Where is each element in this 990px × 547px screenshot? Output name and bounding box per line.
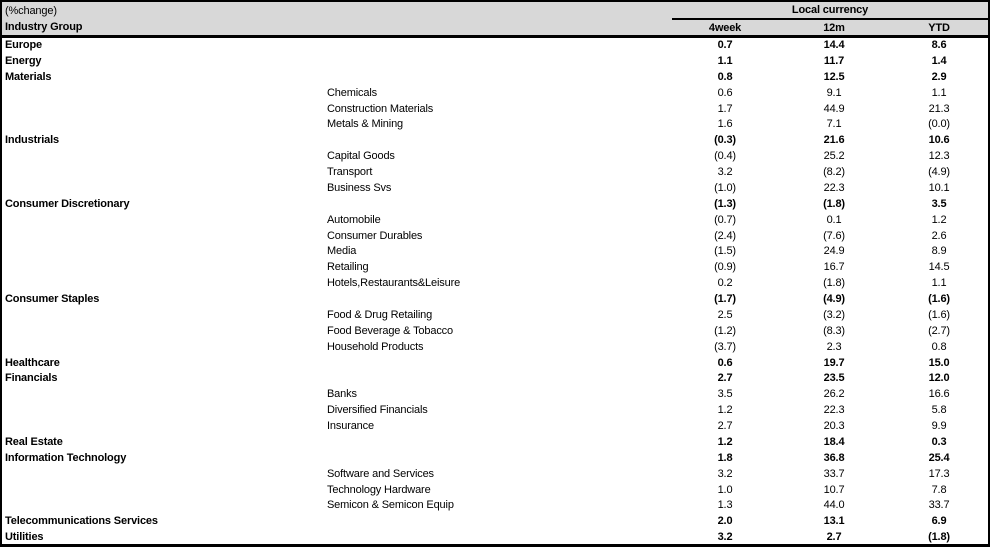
sub-industry-cell: Business Svs xyxy=(327,181,392,194)
value-4week: (3.7) xyxy=(714,340,736,353)
table-row xyxy=(2,102,988,118)
table-header xyxy=(2,2,988,37)
value-4week: (0.7) xyxy=(714,213,736,226)
industry-group-cell: Financials xyxy=(5,372,58,385)
sub-industry-cell: Diversified Financials xyxy=(327,404,428,417)
industry-group-cell: Consumer Discretionary xyxy=(5,197,130,210)
value-4week: (1.0) xyxy=(714,181,736,194)
value-12m: 33.7 xyxy=(823,467,845,480)
value-ytd: 10.1 xyxy=(928,181,950,194)
value-4week: 2.7 xyxy=(717,420,733,432)
value-ytd: 1.2 xyxy=(931,213,947,226)
table-row xyxy=(2,181,988,197)
table-row xyxy=(2,229,988,245)
table-row xyxy=(2,324,988,340)
value-ytd: 7.8 xyxy=(931,483,947,496)
value-4week: 1.0 xyxy=(717,483,733,496)
table-row xyxy=(2,70,988,86)
table-row xyxy=(2,244,988,260)
value-ytd: (2.7) xyxy=(928,324,950,337)
table-row xyxy=(2,530,988,546)
sub-industry-cell: Banks xyxy=(327,388,357,401)
table-row xyxy=(2,387,988,403)
table-row xyxy=(2,483,988,499)
sub-industry-cell: Capital Goods xyxy=(327,150,395,163)
sub-industry-cell xyxy=(324,371,672,387)
industry-group-cell xyxy=(2,165,324,181)
value-4week: 0.6 xyxy=(717,356,733,369)
industry-group-cell xyxy=(2,419,324,435)
value-4week: 1.7 xyxy=(717,102,733,115)
sub-industry-cell: Retailing xyxy=(327,261,369,274)
sub-industry-cell: Semicon & Semicon Equip xyxy=(327,499,454,512)
value-ytd: (1.8) xyxy=(928,531,950,544)
value-12m: 11.7 xyxy=(823,54,845,67)
value-4week: 0.8 xyxy=(717,70,733,83)
sub-industry-cell xyxy=(324,435,672,451)
industry-group-cell xyxy=(2,308,324,324)
value-12m: 12.5 xyxy=(823,70,845,83)
industry-group-cell: Industrials xyxy=(5,134,59,147)
table-row xyxy=(2,356,988,372)
value-12m: 36.8 xyxy=(823,451,845,464)
value-12m: 44.9 xyxy=(823,102,845,115)
sub-industry-cell xyxy=(324,514,672,530)
value-4week: 1.6 xyxy=(717,118,733,131)
table-row xyxy=(2,117,988,133)
value-12m: 22.3 xyxy=(823,181,845,194)
column-header-4week: 4week xyxy=(672,19,778,37)
value-12m: (8.3) xyxy=(823,324,845,337)
value-ytd: 1.4 xyxy=(931,54,947,67)
industry-group-cell: Telecommunications Services xyxy=(5,515,158,528)
industry-group-cell xyxy=(2,117,324,133)
industry-group-cell: Information Technology xyxy=(5,451,127,464)
value-4week: 1.8 xyxy=(717,451,733,464)
header-row-columns xyxy=(2,19,988,37)
industry-group-cell xyxy=(2,213,324,229)
table-row xyxy=(2,54,988,70)
value-12m: 26.2 xyxy=(823,388,845,401)
value-4week: (1.7) xyxy=(714,293,736,305)
sub-industry-cell xyxy=(324,292,672,308)
value-4week: (1.5) xyxy=(714,245,736,258)
sub-industry-cell xyxy=(324,133,672,149)
value-4week: (0.4) xyxy=(714,150,736,163)
value-4week: 1.3 xyxy=(717,499,733,512)
value-4week: 2.0 xyxy=(717,515,733,528)
table-row xyxy=(2,260,988,276)
industry-group-cell: Energy xyxy=(5,54,42,67)
value-4week: 3.2 xyxy=(717,467,733,480)
table-row xyxy=(2,276,988,292)
value-ytd: (0.0) xyxy=(928,118,950,131)
sub-industry-cell xyxy=(324,356,672,372)
industry-group-cell xyxy=(2,276,324,292)
industry-group-cell: Materials xyxy=(5,70,52,83)
header-row-top xyxy=(2,2,988,19)
table-row xyxy=(2,498,988,514)
value-4week: (0.3) xyxy=(714,134,736,147)
value-ytd: 15.0 xyxy=(928,356,950,369)
value-4week: 0.7 xyxy=(717,39,733,51)
value-12m: (8.2) xyxy=(823,166,845,178)
value-4week: 0.2 xyxy=(717,277,733,290)
sub-industry-cell: Media xyxy=(327,245,357,258)
local-currency-header: Local currency xyxy=(672,2,988,19)
industry-group-cell xyxy=(2,403,324,419)
sub-industry-cell: Hotels,Restaurants&Leisure xyxy=(327,277,461,290)
sub-industry-cell: Software and Services xyxy=(327,467,434,480)
value-12m: 7.1 xyxy=(826,118,842,131)
column-header-12m: 12m xyxy=(778,19,890,37)
value-4week: 3.5 xyxy=(717,388,733,401)
value-ytd: 5.8 xyxy=(931,404,947,417)
value-ytd: 16.6 xyxy=(928,388,950,401)
industry-group-cell xyxy=(2,340,324,356)
sub-industry-cell: Chemicals xyxy=(327,86,377,99)
value-ytd: 10.6 xyxy=(928,134,950,147)
value-ytd: 0.3 xyxy=(931,435,947,448)
industry-group-cell xyxy=(2,387,324,403)
value-12m: (3.2) xyxy=(823,308,845,321)
industry-group-header: Industry Group xyxy=(2,19,672,37)
value-12m: 9.1 xyxy=(826,86,842,99)
sub-industry-cell: Automobile xyxy=(327,213,381,226)
industry-group-cell xyxy=(2,467,324,483)
table-row xyxy=(2,165,988,181)
table-row xyxy=(2,514,988,530)
value-4week: 3.2 xyxy=(717,531,733,544)
value-12m: 44.0 xyxy=(823,499,845,512)
value-4week: 2.7 xyxy=(717,372,733,385)
table-row xyxy=(2,308,988,324)
industry-group-cell xyxy=(2,149,324,165)
sub-industry-cell xyxy=(324,451,672,467)
value-12m: 2.3 xyxy=(826,340,842,353)
value-12m: 21.6 xyxy=(823,134,845,147)
value-12m: 25.2 xyxy=(823,150,845,163)
sub-industry-cell: Technology Hardware xyxy=(327,483,431,496)
value-ytd: 9.9 xyxy=(931,420,947,432)
sub-industry-cell: Consumer Durables xyxy=(327,229,423,242)
value-ytd: (1.6) xyxy=(928,293,950,305)
industry-group-cell xyxy=(2,498,324,514)
value-ytd: (1.6) xyxy=(928,308,950,321)
sub-industry-cell: Construction Materials xyxy=(327,102,434,115)
table-row xyxy=(2,213,988,229)
table-row xyxy=(2,37,988,54)
value-ytd: 33.7 xyxy=(928,499,950,512)
industry-group-cell xyxy=(2,260,324,276)
industry-group-cell: Consumer Staples xyxy=(5,293,100,305)
value-ytd: 25.4 xyxy=(928,451,950,464)
sub-industry-cell: Transport xyxy=(327,166,373,178)
industry-group-cell: Real Estate xyxy=(5,435,63,448)
table-row xyxy=(2,403,988,419)
industry-performance-table xyxy=(2,2,988,546)
industry-group-cell xyxy=(2,324,324,340)
table-row xyxy=(2,292,988,308)
sub-industry-cell xyxy=(324,70,672,86)
sub-industry-cell xyxy=(324,54,672,70)
table-row xyxy=(2,419,988,435)
value-4week: (2.4) xyxy=(714,229,736,242)
value-12m: 13.1 xyxy=(823,515,845,528)
value-ytd: 2.9 xyxy=(931,70,947,83)
sub-industry-cell: Insurance xyxy=(327,420,374,432)
industry-group-cell xyxy=(2,86,324,102)
value-4week: 2.5 xyxy=(717,308,733,321)
value-ytd: 12.3 xyxy=(928,150,950,163)
value-4week: 3.2 xyxy=(717,166,733,178)
value-12m: (4.9) xyxy=(823,293,845,305)
value-4week: (1.3) xyxy=(714,197,736,210)
table-row xyxy=(2,133,988,149)
industry-group-cell xyxy=(2,483,324,499)
value-4week: 1.2 xyxy=(717,435,733,448)
value-4week: (0.9) xyxy=(714,261,736,274)
value-12m: 22.3 xyxy=(823,404,845,417)
industry-group-cell xyxy=(2,229,324,245)
value-12m: 18.4 xyxy=(823,435,845,448)
sub-industry-cell: Metals & Mining xyxy=(327,118,404,131)
value-12m: (1.8) xyxy=(823,277,845,290)
industry-group-cell xyxy=(2,181,324,197)
value-4week: 1.2 xyxy=(717,404,733,417)
value-12m: 16.7 xyxy=(823,261,845,274)
value-4week: (1.2) xyxy=(714,324,736,337)
industry-group-cell xyxy=(2,102,324,118)
value-12m: 10.7 xyxy=(823,483,845,496)
value-ytd: 17.3 xyxy=(928,467,950,480)
value-12m: 20.3 xyxy=(823,420,845,432)
sub-industry-cell xyxy=(324,530,672,546)
value-ytd: 12.0 xyxy=(928,372,950,385)
value-ytd: 6.9 xyxy=(931,515,947,528)
percent-change-label: (%change) xyxy=(2,2,672,19)
value-12m: 24.9 xyxy=(823,245,845,258)
value-ytd: 1.1 xyxy=(931,277,947,290)
value-ytd: 0.8 xyxy=(931,340,947,353)
value-4week: 0.6 xyxy=(717,86,733,99)
sub-industry-cell: Food & Drug Retailing xyxy=(327,308,433,321)
table-row xyxy=(2,371,988,387)
sub-industry-cell xyxy=(324,37,672,54)
value-12m: (1.8) xyxy=(823,197,845,210)
industry-group-cell: Europe xyxy=(5,39,42,51)
sub-industry-cell: Household Products xyxy=(327,340,424,353)
sub-industry-cell: Food Beverage & Tobacco xyxy=(327,324,453,337)
table-row xyxy=(2,467,988,483)
industry-group-cell: Healthcare xyxy=(5,356,60,369)
value-ytd: 2.6 xyxy=(931,229,947,242)
value-ytd: 1.1 xyxy=(931,86,947,99)
table-row xyxy=(2,340,988,356)
table-body xyxy=(2,37,988,547)
table-row xyxy=(2,197,988,213)
table-row xyxy=(2,435,988,451)
value-ytd: (4.9) xyxy=(928,166,950,178)
value-12m: 2.7 xyxy=(826,531,842,544)
value-12m: 23.5 xyxy=(823,372,845,385)
value-12m: 19.7 xyxy=(823,356,845,369)
value-ytd: 3.5 xyxy=(931,197,947,210)
value-ytd: 8.6 xyxy=(931,39,947,51)
value-ytd: 21.3 xyxy=(928,102,950,115)
table-row xyxy=(2,149,988,165)
sub-industry-cell xyxy=(324,197,672,213)
value-12m: (7.6) xyxy=(823,229,845,242)
value-ytd: 8.9 xyxy=(931,245,947,258)
industry-group-cell: Utilities xyxy=(5,531,44,544)
industry-group-cell xyxy=(2,244,324,260)
value-4week: 1.1 xyxy=(717,54,733,67)
value-ytd: 14.5 xyxy=(928,261,950,274)
value-12m: 14.4 xyxy=(823,39,845,51)
column-header-ytd: YTD xyxy=(890,19,988,37)
value-12m: 0.1 xyxy=(826,213,842,226)
table-row xyxy=(2,451,988,467)
table-row xyxy=(2,86,988,102)
